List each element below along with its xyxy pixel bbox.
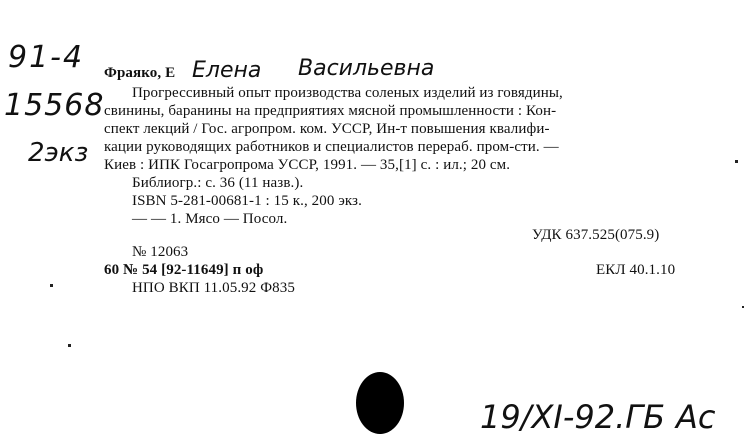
ekl-code: ЕКЛ 40.1.10 bbox=[596, 262, 676, 278]
shelf-mark: 91-4 bbox=[8, 40, 85, 75]
scan-speck bbox=[68, 344, 71, 347]
card-punch-hole bbox=[356, 372, 404, 434]
title-line-2: свинины, баранины на предприятиях мясной промышленности : Кон- bbox=[104, 103, 557, 119]
print-info: 60 № 54 [92-11649] п оф bbox=[104, 262, 264, 278]
udk-code: УДК 637.525(075.9) bbox=[532, 227, 660, 243]
inventory-number: 15568 bbox=[4, 88, 105, 123]
author-first-name: Елена bbox=[192, 58, 262, 83]
copies-count: 2экз bbox=[28, 138, 89, 168]
title-line-1: Прогрессивный опыт производства соленых изделий из говядины, bbox=[132, 85, 563, 101]
scan-speck bbox=[50, 284, 53, 287]
initials: Ас bbox=[676, 398, 716, 436]
title-line-5: Киев : ИПК Госагропрома УССР, 1991. — 35,[1] с. : ил.; 20 см. bbox=[104, 157, 511, 173]
title-line-4: кации руководящих работников и специалистов перераб. пром-сти. — bbox=[104, 139, 559, 155]
scan-speck bbox=[735, 160, 738, 163]
isbn-line: ISBN 5-281-00681-1 : 15 к., 200 экз. bbox=[132, 193, 362, 209]
bibliography-note: Библиогр.: с. 36 (11 назв.). bbox=[132, 175, 304, 191]
author-surname: Фраяко, Е bbox=[104, 65, 176, 81]
subject-headings: — — 1. Мясо — Посол. bbox=[132, 211, 288, 227]
scan-speck bbox=[742, 306, 744, 308]
order-number: № 12063 bbox=[132, 244, 189, 260]
title-line-3: спект лекций / Гос. агропром. ком. УССР, Ин-т повышения квалифи- bbox=[104, 121, 550, 137]
author-patronymic: Васильевна bbox=[298, 56, 435, 81]
accession-note: 19/XI-92.ГБ bbox=[480, 398, 666, 436]
publisher-stamp: НПО ВКП 11.05.92 Ф835 bbox=[132, 280, 295, 296]
